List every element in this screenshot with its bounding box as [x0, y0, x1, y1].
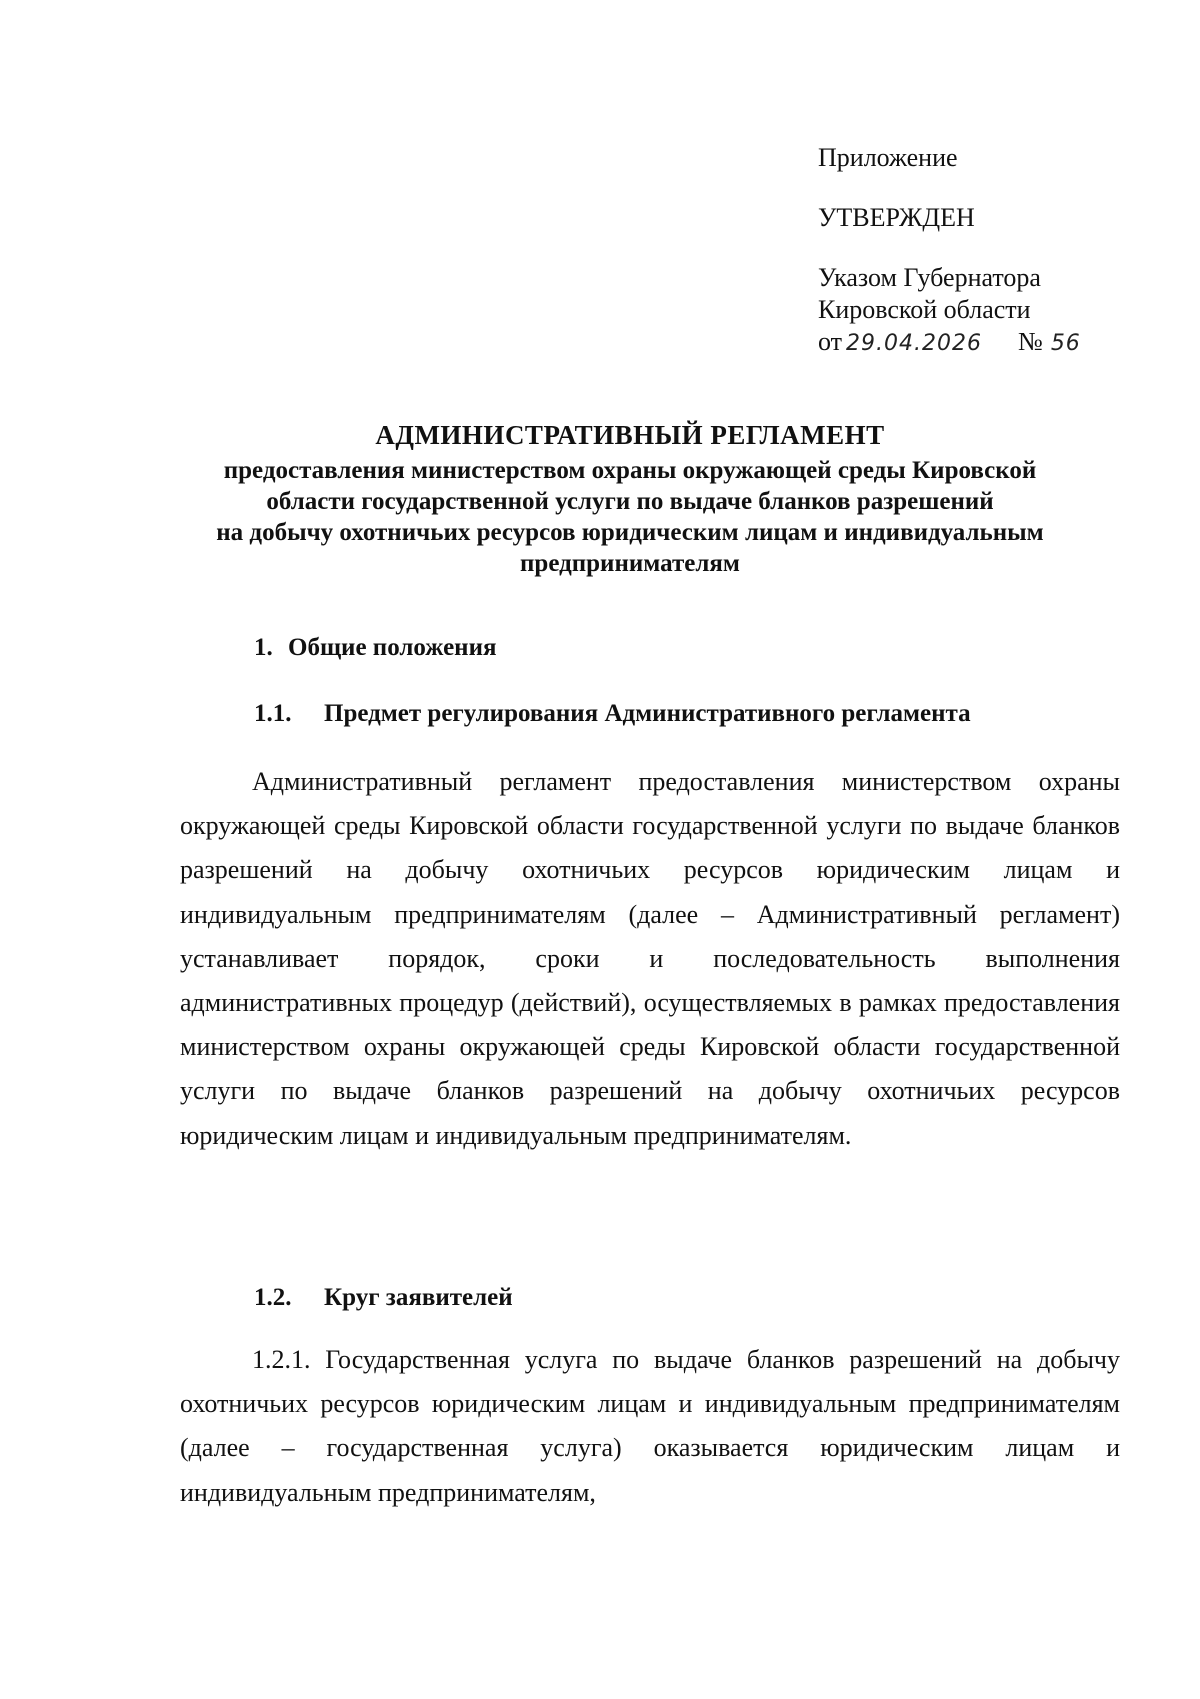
title-line-3: на добычу охотничьих ресурсов юридическим лицам и индивидуальным	[216, 519, 1044, 546]
section-1-2-heading	[254, 1284, 513, 1312]
section-1-heading	[254, 634, 497, 662]
appendix-label: Приложение	[818, 143, 958, 172]
section-1-1-heading	[254, 700, 971, 728]
paragraph-text: 1.2.1. Государственная услуга по выдаче бланков разрешений на добычу охотничьих ресурсов юридическим лицам и индивидуальным предпринимателям (далее – государственная услуга) оказывается юридическим лицам и индивидуальным предпринимателям,	[180, 1345, 1120, 1507]
title-line-2: области государственной услуги по выдаче бланков разрешений	[266, 488, 994, 515]
section-1-1-paragraph	[180, 760, 1120, 1158]
section-number: 1.	[254, 634, 273, 661]
section-title: Предмет регулирования Административного регламента	[324, 700, 971, 727]
decree-line-1: Указом Губернатора	[818, 263, 1041, 292]
handwritten-number: 56	[1050, 331, 1081, 356]
title-line-1: предоставления министерством охраны окружающей среды Кировской	[223, 457, 1037, 484]
approved-label: УТВЕРЖДЕН	[818, 203, 975, 232]
section-number: 1.1.	[254, 700, 292, 727]
date-prefix: от	[818, 327, 843, 356]
number-prefix: №	[1018, 327, 1043, 356]
title-line-4: предпринимателям	[520, 550, 740, 577]
paragraph-text: Административный регламент предоставления министерством охраны окружающей среды Кировской области государственной услуги по выдаче бланков разрешений на добычу охотничьих ресурсов юридическим лицам и индивидуальным предпринимателям (далее – Административный регламент) устанавливает порядок, сроки и последовательность выполнения административных процедур (действий), осуществляемых в рамках предоставления министерством охраны окружающей среды Кировской области государственной услуги по выдаче бланков разрешений на добычу охотничьих ресурсов юридическим лицам и индивидуальным предпринимателям.	[180, 767, 1120, 1150]
section-title: Круг заявителей	[324, 1284, 513, 1311]
section-title: Общие положения	[288, 634, 497, 661]
section-number: 1.2.	[254, 1284, 292, 1311]
title-main: АДМИНИСТРАТИВНЫЙ РЕГЛАМЕНТ	[375, 420, 885, 450]
document-title	[150, 420, 1110, 579]
handwritten-date: 29.04.2026	[846, 331, 982, 356]
approval-block	[818, 142, 1081, 360]
section-1-2-paragraph	[180, 1338, 1120, 1515]
decree-date-number	[818, 326, 1081, 360]
decree-line-2: Кировской области	[818, 295, 1031, 324]
